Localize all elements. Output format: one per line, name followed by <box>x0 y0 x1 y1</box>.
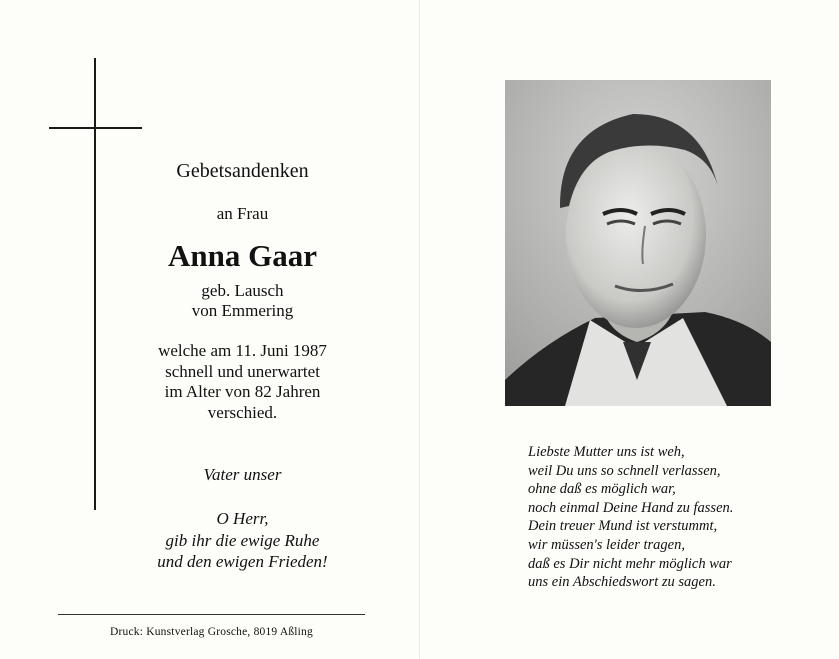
salutation: an Frau <box>216 204 269 223</box>
poem-line: noch einmal Deine Hand zu fassen. <box>528 499 734 516</box>
poem-line: Dein treuer Mund ist verstummt, <box>528 518 718 535</box>
biography <box>100 341 385 423</box>
cross-icon <box>94 58 96 510</box>
prayer-line: O Herr, <box>216 509 269 528</box>
poem-line: wir müssen's leider tragen, <box>528 536 685 553</box>
card-fold <box>419 0 420 659</box>
poem-line: uns ein Abschiedswort zu sagen. <box>528 574 716 591</box>
heading: Gebetsandenken <box>176 160 309 182</box>
prayer-title: Vater unser <box>203 465 282 484</box>
cross-icon-bar <box>49 127 142 129</box>
deceased-name: Anna Gaar <box>168 238 317 273</box>
prayer-line: und den ewigen Frieden! <box>157 552 328 571</box>
poem-line: weil Du uns so schnell verlassen, <box>528 462 721 479</box>
poem-line: Liebste Mutter uns ist weh, <box>528 444 685 460</box>
poem-line: ohne daß es möglich war, <box>528 481 676 498</box>
bio-line: verschied. <box>207 402 278 422</box>
poem <box>528 443 798 592</box>
bio-line: welche am 11. Juni 1987 <box>158 341 327 360</box>
printer-credit: Druck: Kunstverlag Grosche, 8019 Aßling <box>110 626 313 638</box>
bio-line: im Alter von 82 Jahren <box>164 382 321 401</box>
prayer <box>100 508 385 573</box>
poem-line: daß es Dir nicht mehr möglich war <box>528 555 732 572</box>
bio-line: schnell und unerwartet <box>165 361 320 381</box>
footer-divider <box>58 614 365 615</box>
portrait-photo <box>505 80 771 406</box>
origin: von Emmering <box>191 301 294 320</box>
maiden-name: geb. Lausch <box>201 281 284 300</box>
prayer-line: gib ihr die ewige Ruhe <box>165 530 320 550</box>
